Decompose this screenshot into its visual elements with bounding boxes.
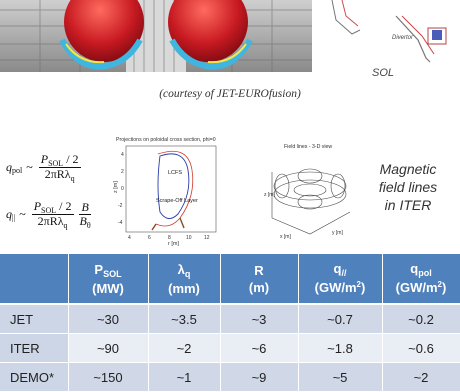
table-row — [0, 304, 460, 334]
xtick: 4 — [128, 235, 131, 241]
jet-plasma-image — [0, 0, 312, 72]
table-row — [0, 363, 460, 392]
xtick: 8 — [168, 235, 171, 241]
table-row — [0, 334, 460, 363]
divertor-diagram — [322, 0, 460, 82]
field-zlabel: z [m] — [264, 192, 275, 198]
column-header-r: R (m) — [220, 254, 298, 304]
field-xlabel: x [m] — [280, 234, 291, 240]
table-cell: ~90 — [68, 334, 148, 363]
field-lines-caption: Magnetic field lines in ITER — [378, 161, 438, 213]
table-cell: ~6 — [220, 334, 298, 363]
lcfs-label: LCFS — [168, 170, 183, 176]
column-header-q-parallel: $q_{//}$ $(GW/m^2)$ — [298, 254, 382, 304]
table-cell: ~1 — [148, 363, 220, 392]
column-header-q-pol: $q_{pol}$ $(GW/m^2)$ — [382, 254, 460, 304]
field-ylabel: y [m] — [332, 230, 343, 236]
row-label: DEMO* — [0, 363, 68, 392]
table-header-row — [0, 254, 460, 304]
projection-ylabel: z [m] — [113, 181, 119, 193]
field-lines-3d-plot — [262, 138, 358, 246]
q-parallel-equation: q || ~ $\frac{P_{SOL} / 2}{2\pi R\lambda_q}$ $\frac{B}{B_\theta}$ — [6, 199, 91, 230]
table-corner-cell — [0, 254, 68, 304]
ytick: -2 — [118, 203, 123, 209]
table-cell: ~30 — [68, 304, 148, 334]
xtick: 6 — [148, 235, 151, 241]
sol-label: SOL — [372, 67, 395, 79]
table-cell: ~2 — [382, 363, 460, 392]
ytick: 2 — [121, 169, 124, 175]
heat-flux-parameter-table — [0, 254, 460, 392]
table-cell: ~0.7 — [298, 304, 382, 334]
table-cell: ~3 — [220, 304, 298, 334]
table-cell: ~0.2 — [382, 304, 460, 334]
ytick: -4 — [118, 220, 123, 226]
table-cell: ~2 — [148, 334, 220, 363]
q-pol-equation: q pol ~ $\frac{P_{SOL} / 2}{2\pi R\lambda_q}$ — [6, 152, 79, 183]
divertor-label: Divertor — [392, 35, 414, 41]
column-header-psol: $P_{SOL}$ (MW) — [68, 254, 148, 304]
poloidal-projection-plot — [112, 134, 220, 246]
xtick: 10 — [186, 235, 192, 241]
xtick: 12 — [204, 235, 210, 241]
ytick: 4 — [121, 152, 124, 158]
table-cell: ~1.8 — [298, 334, 382, 363]
ytick: 0 — [121, 186, 124, 192]
row-label: ITER — [0, 334, 68, 363]
table-cell: ~9 — [220, 363, 298, 392]
projection-xlabel: r [m] — [168, 241, 179, 246]
sol-plot-label: Scrape-Off Layer — [156, 198, 198, 204]
table-cell: ~3.5 — [148, 304, 220, 334]
column-header-lambda-q: $\lambda_q$ (mm) — [148, 254, 220, 304]
image-credit-caption: (courtesy of JET-EUROfusion) — [159, 88, 301, 100]
table-cell: ~150 — [68, 363, 148, 392]
field-plot-title: Field lines - 3-D view — [284, 144, 333, 150]
row-label: JET — [0, 304, 68, 334]
projection-plot-title: Projections on poloidal cross section, phi=0 — [116, 137, 216, 143]
table-cell: ~5 — [298, 363, 382, 392]
table-cell: ~0.6 — [382, 334, 460, 363]
